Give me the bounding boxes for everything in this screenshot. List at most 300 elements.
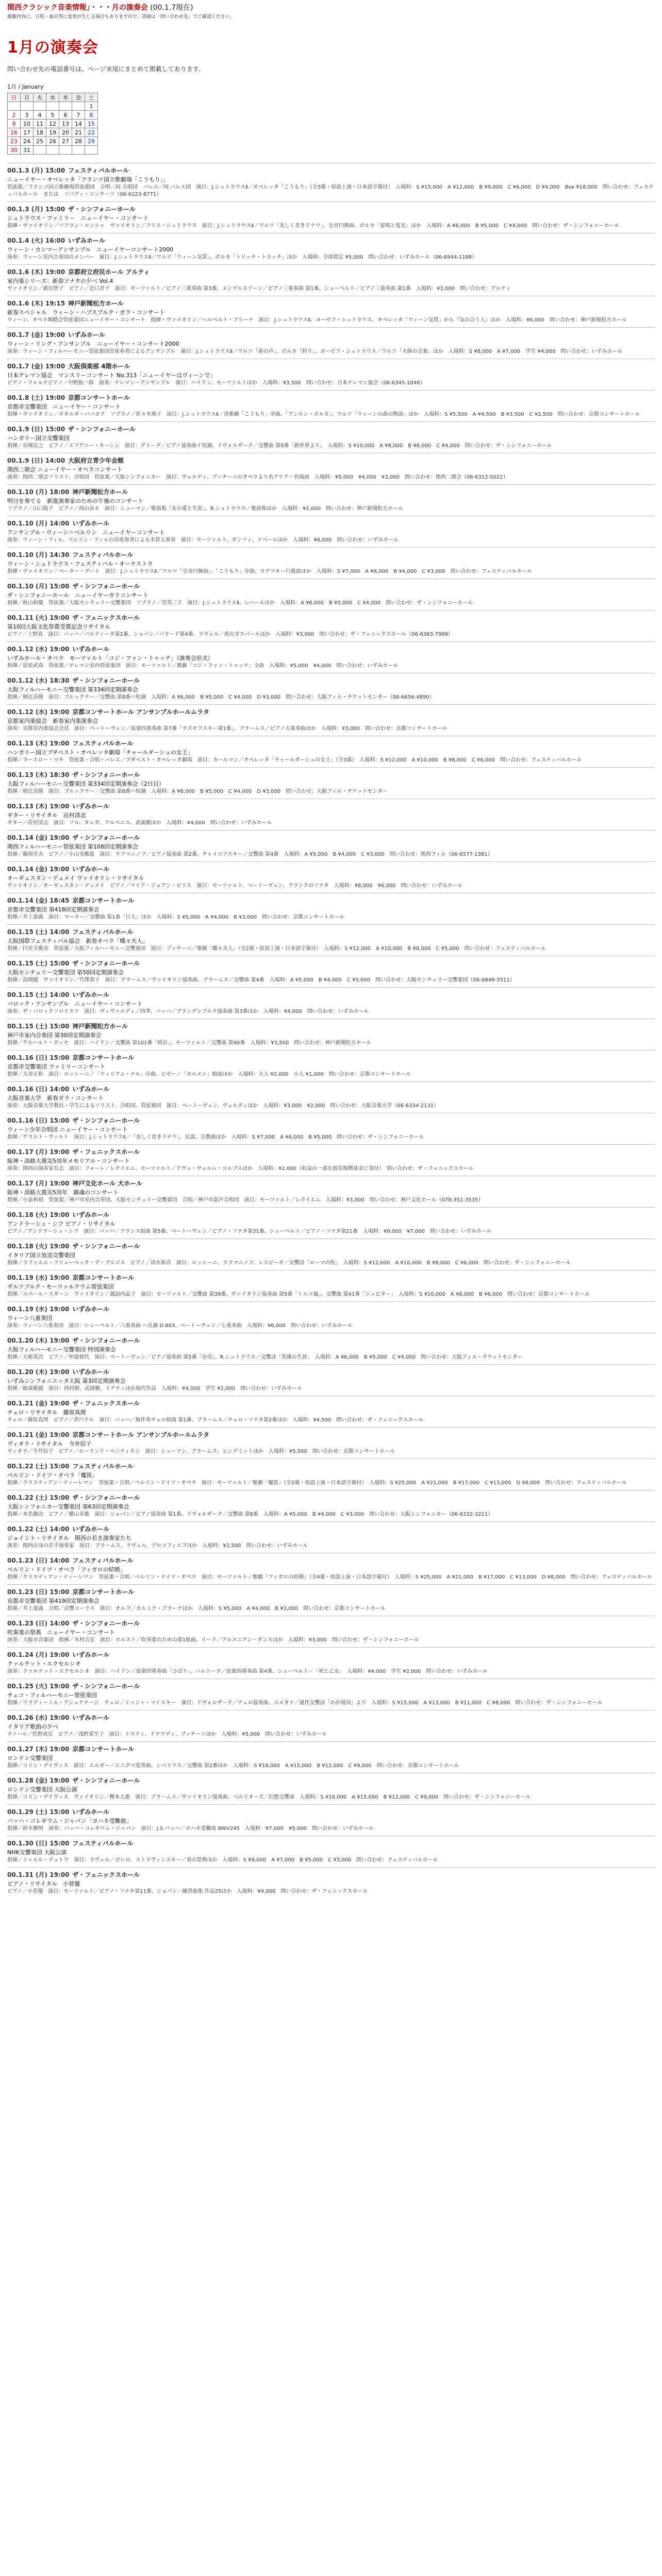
concert-header xyxy=(7,1053,655,1062)
concert-detail: チェロ／藤原真理 ピアノ／倉戸テル 演目：バッハ／無伴奏チェロ組曲 第1番、ブラームス／チェロ・ソナタ第2番ほか 入場料：¥4,500 問い合わせ：ザ・フェニックスホール xyxy=(7,1417,423,1423)
concert-detail: 指揮／コリン・デイヴィス 演目：エルガー／エニグマ変奏曲、シベリウス／交響曲 第2番ほか 入場料：S ¥18,000 A ¥15,000 B ¥12,000 C ¥9,000 問い合わせ：京都コンサートホール xyxy=(7,1763,459,1769)
concert-title: 大阪センチュリー交響楽団 第50回定期演奏会 xyxy=(7,969,124,976)
concert-title: バッハ・コレギウム・ジャパン「ヨハネ受難曲」 xyxy=(7,1818,132,1825)
concert-date: 00.1.10 (月) 18:00 xyxy=(7,488,70,496)
concert-entry xyxy=(7,1773,655,1801)
calendar-day xyxy=(85,146,98,155)
concert-header xyxy=(7,1242,655,1250)
concert-header xyxy=(7,1210,655,1219)
concert-venue: ザ・シンフォニーホール xyxy=(72,1620,140,1628)
concert-detail: ヴィオラ／今井信子 ピアノ／ローランド・ペンティネン 演目：シューマン、ブラームス、ヒンデミットほか 入場料：¥5,000 問い合わせ：京都コンサートホール xyxy=(7,1449,395,1455)
concert-date: 00.1.14 (金) 19:00 xyxy=(7,866,70,873)
concert-venue: フェスティバルホール xyxy=(72,1840,134,1848)
concert-entry xyxy=(7,1144,655,1173)
concert-detail: 管弦楽／フランツ国立歌劇場管弦楽団 合唱／同 合唱団 バレエ／同 バレエ団 演目：J.シュトラウスⅡ／オペレッタ「こうもり」（全3幕・原語上演・日本語字幕付） 入場料：S ¥15,000 A ¥12,000 B ¥9,000 C ¥6,000 D ¥4,000 Box ¥18,000 問い合わせ：フェスティバルホール または ソバディ・コンサーツ（06-6223-8771） xyxy=(7,184,654,198)
concert-venue: ザ・フェニックスホール xyxy=(72,1871,140,1879)
site-header xyxy=(7,3,655,20)
calendar-day[interactable]: 13 xyxy=(59,120,72,128)
concert-header xyxy=(7,519,655,528)
concert-entry xyxy=(7,861,655,890)
concert-venue: 京都コンサートホール xyxy=(72,1054,135,1062)
concert-title: 阪神・淡路大震災5周年メモリアル・コンサート xyxy=(7,1158,130,1165)
calendar-day[interactable]: 31 xyxy=(21,146,34,155)
concert-header xyxy=(7,1839,655,1848)
calendar-day xyxy=(21,102,34,111)
concert-venue: ザ・シンフォニーホール xyxy=(72,1337,140,1345)
concert-entry xyxy=(7,1459,655,1487)
concert-title: 大阪音楽大学 新春ガラ・コンサート xyxy=(7,1095,104,1102)
concert-venue: 京都コンサートホール xyxy=(72,897,135,905)
concert-detail: 指揮／コリン・デイヴィス ヴァイオリン／樫本大進 演目：ブラームス／ヴァイオリン協奏曲、ベルリオーズ／幻想交響曲 入場料：S ¥18,000 A ¥15,000 B ¥12,000 C ¥9,000 問い合わせ：ザ・シンフォニーホール xyxy=(7,1794,531,1801)
concert-entry xyxy=(7,1301,655,1330)
concert-entry xyxy=(7,1176,655,1204)
concert-date: 00.1.10 (月) 14:30 xyxy=(7,551,70,559)
concert-venue: いずみホール xyxy=(68,331,105,339)
concert-title: 京都市交響楽団 ニューイヤー・コンサート xyxy=(7,403,121,411)
concert-title: 第10回大阪文化祭賞受賞記念リサイタル xyxy=(7,623,111,631)
concert-title: 関西二期会 ニューイヤー・オペラコンサート xyxy=(7,466,123,473)
concert-entry xyxy=(7,1270,655,1298)
concert-detail: 演奏：ウィーン・フィル、ベルリン・フィルの首席奏者による木管五重奏 演目：モーツァルト、ダンツィ、イベールほか 入場料：¥6,000 問い合わせ：いずみホール xyxy=(7,537,399,544)
concert-date: 00.1.18 (火) 19:00 xyxy=(7,1243,70,1250)
concert-date: 00.1.16 (日) 14:00 xyxy=(7,1086,70,1093)
concert-header xyxy=(7,425,655,433)
concert-date: 00.1.27 (木) 19:00 xyxy=(7,1745,70,1753)
concert-detail: テノール／佐野成宏 ピアノ／浅野菜生子 演目：トスティ、ドナウディ、プッチーニほか 入場料：¥5,000 問い合わせ：いずみホール xyxy=(7,1732,327,1738)
concert-header xyxy=(7,707,655,716)
concert-title: ジョイント・リサイタル 関西の若き演奏家たち xyxy=(7,1535,131,1542)
concert-venue: フェスティバルホール xyxy=(72,928,134,936)
calendar-day[interactable]: 19 xyxy=(46,128,59,137)
concert-date: 00.1.19 (水) 19:00 xyxy=(7,1274,70,1282)
concert-detail: 指揮／ゲルハルト・ボッセ 演目：ハイドン／交響曲 第101番「時計」、モーツァルト／交響曲 第40番 入場料：¥3,500 問い合わせ：神戸新聞松方ホール xyxy=(7,1040,372,1046)
calendar-weekday: 木 xyxy=(59,93,72,102)
concert-detail: 指揮／ラースロー・マキ 管弦楽・合唱・バレエ／ブダペスト・オペレッタ劇場 演目：カールマン／オペレッタ「チャールダーシュの女王」（全3幕） 入場料：S ¥12,000 A ¥10,000 B ¥8,000 C ¥6,000 問い合わせ：フェスティバルホール xyxy=(7,757,582,764)
concert-venue: いずみホール xyxy=(72,1808,110,1816)
concert-detail: 演奏：関西二期会ソリスト、合唱団 管弦楽／大阪シンフォニカー 演目：ヴェルディ、プッチーニのオペラより名アリア・名場面 入場料：¥5,000 ¥4,000 ¥3,000 問い合わせ：関西二期会（06-6312-5022） xyxy=(7,474,508,481)
concert-venue: いずみホール xyxy=(72,646,110,653)
concert-venue: ザ・シンフォニーホール xyxy=(72,834,140,842)
concert-detail: ピアノ／アンドラーシュ・シフ 演目：バッハ／フランス組曲 第5番、ベートーヴェン／ピアノ・ソナタ第31番、シューベルト／ピアノ・ソナタ第21番 入場料：¥9,000 ¥7,000 問い合わせ：いずみホール xyxy=(7,1229,492,1235)
calendar-day[interactable]: 7 xyxy=(72,111,85,120)
concert-venue: いずみホール xyxy=(72,1526,110,1533)
calendar-body xyxy=(8,102,98,155)
concert-title: ウィーン・シュトラウス・フェスティバル・オーケストラ xyxy=(7,561,153,568)
update-date: (00.1.7現在) xyxy=(150,4,193,12)
concert-header xyxy=(7,833,655,842)
calendar-day[interactable]: 15 xyxy=(85,120,98,128)
concert-date: 00.1.17 (月) 19:00 xyxy=(7,1148,70,1156)
concert-entry xyxy=(7,516,655,544)
concert-detail: ピアノ・フォルテピアノ／中野振一郎 演奏：テレマン・アンサンブル 演目：ハイドン、モーツァルトほか 入場料：¥3,500 問い合わせ：日本テレマン協会（06-6345-1046） xyxy=(7,380,425,386)
concert-title: 吹奏楽の祭典 ニューイヤー・コンサート xyxy=(7,1629,115,1636)
concert-detail: 指揮／延原武春 管弦楽／テレマン室内管弦楽団 演目：モーツァルト／歌劇「コジ・ファン・トゥッテ」全曲 入場料：¥5,000 ¥4,000 問い合わせ：いずみホール xyxy=(7,663,399,669)
concert-detail: 演奏：クァルテット・エクセルシオ 演目：ハイドン／弦楽四重奏曲「ひばり」、バルトーク／弦楽四重奏曲 第4番、シューベルト／「死と乙女」 入場料：¥4,000 学生 ¥2,000 問い合わせ：いずみホール xyxy=(7,1669,488,1675)
concert-detail: 指揮／井上道義 合唱／京響コーラス 演目：オルフ／カルミナ・ブラーナほか 入場料：S ¥5,000 A ¥4,000 B ¥3,000 問い合わせ：京都コンサートホール xyxy=(7,1606,386,1612)
concert-detail: 指揮／飯森範親 演目：西村朗、武満徹、リゲティほか現代作品 入場料：¥4,000 学生 ¥2,000 問い合わせ：いずみホール xyxy=(7,1386,302,1392)
calendar-week xyxy=(8,111,98,120)
concert-date: 00.1.17 (月) 19:00 xyxy=(7,1180,70,1188)
calendar-label: 1月 / January xyxy=(7,83,44,91)
concert-detail: 指揮／クリスティアン・ティーレマン 管弦楽・合唱／ベルリン・ドイツ・オペラ 演目：モーツァルト／歌劇「魔笛」（全2幕・原語上演・日本語字幕付） 入場料：S ¥25,000 A ¥21,000 B ¥17,000 C ¥13,000 D ¥8,000 問い合わせ：フェスティバルホール xyxy=(7,1480,627,1486)
concert-date: 00.1.10 (月) 14:00 xyxy=(7,520,70,528)
concert-header xyxy=(7,1116,655,1125)
concert-date: 00.1.21 (金) 19:00 xyxy=(7,1400,70,1408)
concert-detail: ピアノ／上野真 演目：バッハ／パルティータ第2番、ショパン／バラード第4番、ラヴェル／夜のガスパールほか 入場料：¥3,000 問い合わせ：ザ・フェニックスホール（06-6363-7999） xyxy=(7,632,453,638)
concert-title: いずみシンフォニエッタ大阪 第3回定期演奏会 xyxy=(7,1378,126,1385)
calendar-day[interactable]: 10 xyxy=(21,120,34,128)
concert-header xyxy=(7,990,655,999)
concert-detail: 指揮／岩城宏之 ピアノ／エフゲニー・キーシン 演目：グリーグ／ピアノ協奏曲イ短調、ドヴォルザーク／交響曲 第9番「新世界より」 入場料：S ¥10,000 A ¥8,000 B ¥6,000 C ¥4,000 問い合わせ：ザ・シンフォニーホール xyxy=(7,443,552,449)
concert-header xyxy=(7,613,655,622)
concert-header xyxy=(7,1084,655,1093)
concert-entry xyxy=(7,1113,655,1141)
calendar-weekday: 土 xyxy=(85,93,98,102)
concert-title: 大阪国際フェスティバル協会 新春オペラ「蝶々夫人」 xyxy=(7,938,148,945)
concert-venue: いずみホール xyxy=(72,866,110,873)
concert-detail: 指揮／鈴木雅明 演奏：バッハ・コレギウム・ジャパン 演目：J.S.バッハ／ヨハネ受難曲 BWV245 入場料：¥7,000 ¥5,000 問い合わせ：いずみホール xyxy=(7,1826,374,1832)
concert-header xyxy=(7,802,655,810)
concert-title: ハンガリー国立ブダペスト・オペレッタ劇場「チャールダーシュの女王」 xyxy=(7,749,193,756)
concert-entry xyxy=(7,484,655,513)
concert-title: イタリア歌曲の夕べ xyxy=(7,1723,58,1731)
concert-entry xyxy=(7,987,655,1015)
concert-date: 00.1.7 (金) 19:00 xyxy=(7,363,65,370)
concert-date: 00.1.20 (木) 19:00 xyxy=(7,1337,70,1345)
concert-entry xyxy=(7,1081,655,1110)
concert-header xyxy=(7,1650,655,1659)
concert-venue: ザ・シンフォニーホール xyxy=(68,206,136,213)
concert-detail: ウィーン、オペラ舞踏会管弦楽団ニューイヤー・コンサート 指揮・ヴァイオリン／ヘルベルト・ブリーナ 演目：J.シュトラウスⅡ、ヨーゼフ・シュトラウス、オペレッタ「ウィーン気質」から『気の合う人』ほか 入場料：¥6,000 問い合わせ：神戸新聞松方ホール xyxy=(7,317,627,324)
concert-detail: 指揮／朝比奈隆 演目：ブルックナー／交響曲 第8番ハ短調 入場料：A ¥6,000 B ¥5,000 C ¥4,000 D ¥3,000 問い合わせ：大阪フィル・チケットセンター（06-6656-4890） xyxy=(7,694,435,701)
concert-entry xyxy=(7,1804,655,1833)
concert-detail: 指揮／ユベール・スダーン ヴァイオリン／諏訪内晶子 演目：モーツァルト／交響曲 第39番、ヴァイオリン協奏曲 第5番「トルコ風」、交響曲 第41番「ジュピター」 入場料：S ¥10,000 A ¥8,000 B ¥6,000 問い合わせ：京都コンサートホール xyxy=(7,1292,590,1298)
concert-venue: いずみホール xyxy=(68,237,105,245)
concert-date: 00.1.10 (月) 15:00 xyxy=(7,583,70,590)
calendar-day[interactable]: 18 xyxy=(34,128,46,137)
concert-header xyxy=(7,1399,655,1408)
calendar-day xyxy=(46,146,59,155)
concert-title: 大阪フィルハーモニー交響楽団 特別演奏会 xyxy=(7,1346,116,1353)
concert-detail: 指揮／井上道義 演目：マーラー／交響曲 第1番「巨人」ほか 入場料：S ¥5,000 A ¥4,000 B ¥3,000 問い合わせ：京都コンサートホール xyxy=(7,914,344,921)
calendar-day[interactable]: 27 xyxy=(59,137,72,146)
calendar-day[interactable]: 14 xyxy=(72,120,85,128)
concert-venue: いずみホール xyxy=(72,1086,110,1093)
concert-detail: 演奏：関西の演奏家有志 演目：フォーレ／レクイエム、モーツァルト／アヴェ・ヴェルム・コルプスほか 入場料：¥2,000（収益の一部を震災復興基金に寄付） 問い合わせ：ザ・フェニックスホール xyxy=(7,1166,474,1172)
concert-date: 00.1.14 (金) 18:45 xyxy=(7,897,70,905)
concert-detail: 演奏：ウィーン・フィルハーモニー管弦楽団首席奏者によるアンサンブル 演目：J.シュトラウスⅡ／ワルツ「春の声」、ポルカ「狩り」、ヨーゼフ・シュトラウス／ワルツ「天体の音楽」ほか 入場料：S ¥8,000 A ¥7,000 学生 ¥4,000 問い合わせ：いずみホール xyxy=(7,349,623,355)
concert-entry xyxy=(7,1584,655,1613)
concert-entry xyxy=(7,233,655,261)
concert-date: 00.1.21 (金) 19:00 xyxy=(7,1431,70,1439)
concert-header xyxy=(7,676,655,685)
concert-detail: 指揮／シャルル・デュトワ 演目：ラヴェル／ボレロ、ストラヴィンスキー／春の祭典ほか 入場料：S ¥9,000 A ¥7,000 B ¥5,000 C ¥3,000 問い合わせ：フェスティバルホール xyxy=(7,1857,438,1863)
concert-header xyxy=(7,1367,655,1376)
concert-detail: 演奏：大阪音楽大学教員・学生によるソリスト、合唱団、管弦楽団 演目：ベートーヴェン、ヴェルディほか 入場料：¥3,000 ¥2,000 問い合わせ：大阪音楽大学（06-6334-2131） xyxy=(7,1103,439,1109)
concert-detail: 指揮／朝比奈隆 演目：ブルックナー／交響曲 第8番ハ短調 入場料：A ¥6,000 B ¥5,000 C ¥4,000 D ¥3,000 問い合わせ：大阪フィル・チケットセンター xyxy=(7,789,388,795)
concert-header xyxy=(7,645,655,653)
concert-venue: 京都コンサートホール アンサンブルホールムラタ xyxy=(72,708,209,716)
concert-entry xyxy=(7,296,655,324)
concert-title: ロンドン交響楽団 大阪公演 xyxy=(7,1786,77,1793)
concert-date: 00.1.22 (土) 14:00 xyxy=(7,1526,70,1533)
concert-entry xyxy=(7,163,655,198)
concert-entry xyxy=(7,547,655,575)
concert-venue: 京都府立府民ホール アルティ xyxy=(68,268,150,276)
calendar-day[interactable]: 8 xyxy=(85,111,98,120)
concert-date: 00.1.18 (火) 19:00 xyxy=(7,1211,70,1219)
concert-title: 新春スペシャル ウィーン・ハプスブルク・ガラ・コンサート xyxy=(7,309,165,316)
concert-detail: 指揮／高関健 ヴァイオリン／竹澤恭子 演目：ブラームス／ヴァイオリン協奏曲、ブラームス／交響曲 第4番 入場料：A ¥5,000 B ¥4,000 C ¥3,000 問い合わせ：大阪センチュリー交響楽団（06-6848-3311） xyxy=(7,977,515,984)
calendar-weekday: 水 xyxy=(46,93,59,102)
concert-title: アンサンブル・ウィーン＝ベルリン ニューイヤーコンサート xyxy=(7,529,165,536)
concert-header xyxy=(7,393,655,402)
concert-header xyxy=(7,865,655,873)
concert-detail: 演奏：大阪市音楽団 指揮／木村吉宏 演目：ホルスト／吹奏楽のための第1組曲、リード／アルメニアン・ダンスほか 入場料：¥3,000 問い合わせ：ザ・シンフォニーホール xyxy=(7,1637,419,1643)
concert-header xyxy=(7,770,655,779)
concert-venue: いずみホール xyxy=(72,1306,110,1313)
concert-header xyxy=(7,1336,655,1345)
calendar-day[interactable]: 30 xyxy=(8,146,21,155)
concert-venue: いずみホール xyxy=(72,1211,110,1219)
calendar-day xyxy=(59,102,72,111)
concert-header xyxy=(7,456,655,465)
concert-header xyxy=(7,1147,655,1156)
concert-entry xyxy=(7,1679,655,1707)
concert-title: 神戸市室内合奏団 第30回定期演奏会 xyxy=(7,1032,102,1039)
concert-venue: 京都コンサートホール xyxy=(68,394,130,402)
concert-title: バロック・アンサンブル ニューイヤー・コンサート xyxy=(7,1001,143,1008)
concert-header xyxy=(7,166,655,175)
concert-venue: ザ・シンフォニーホール xyxy=(72,677,140,685)
concert-detail: 指揮／ウラディーミル・アシュケナージ チェロ／ミッシャ・マイスキー 演目：ドヴォルザーク／チェロ協奏曲、スメタナ／連作交響詩「わが祖国」より 入場料：S ¥15,000 A ¥13,000 B ¥11,000 C ¥8,000 問い合わせ：ザ・シンフォニーホール xyxy=(7,1700,603,1706)
concert-entry xyxy=(7,924,655,953)
concert-date: 00.1.31 (月) 19:00 xyxy=(7,1871,70,1879)
concert-venue: フェスティバルホール xyxy=(68,167,129,175)
concert-date: 00.1.25 (火) 19:00 xyxy=(7,1683,70,1690)
concert-venue: ザ・シンフォニーホール xyxy=(72,771,140,779)
calendar-day[interactable]: 4 xyxy=(34,111,46,120)
concert-date: 00.1.19 (水) 19:00 xyxy=(7,1306,70,1313)
concert-date: 00.1.30 (日) 15:00 xyxy=(7,1840,70,1848)
concert-title: クァルテット・エクセルシオ xyxy=(7,1660,81,1668)
concert-entry xyxy=(7,1490,655,1518)
concert-entry xyxy=(7,767,655,795)
concert-venue: ザ・フェニックスホール xyxy=(72,1148,140,1156)
concert-detail: 指揮／ラファエル・フリューベック・デ・ブルゴス ピアノ／清水和音 演目：ロッシーニ、ラフマニノフ、レスピーギ／交響詩「ローマの松」 入場料：S ¥12,000 A ¥10,000 B ¥8,000 C ¥6,000 問い合わせ：ザ・シンフォニーホール xyxy=(7,1260,571,1266)
concert-title: オーギュスタン・デュメイ ヴァイオリン・リサイタル xyxy=(7,875,144,882)
concert-date: 00.1.6 (木) 19:15 xyxy=(7,300,65,308)
concert-date: 00.1.8 (土) 19:00 xyxy=(7,394,65,402)
calendar-weekday: 火 xyxy=(34,93,46,102)
concert-header xyxy=(7,1713,655,1722)
calendar-day[interactable]: 28 xyxy=(72,137,85,146)
concert-entry xyxy=(7,736,655,764)
concert-title: ベルリン・ドイツ・オペラ「魔笛」 xyxy=(7,1472,98,1479)
calendar-day[interactable]: 29 xyxy=(85,137,98,146)
concert-header xyxy=(7,330,655,339)
concert-venue: ザ・シンフォニーホール xyxy=(72,960,140,968)
concert-title: 関西フィルハーモニー管弦楽団 第108回定期演奏会 xyxy=(7,843,138,851)
concert-title: チェコ・フィルハーモニー管弦楽団 xyxy=(7,1692,97,1699)
concert-date: 00.1.13 (木) 19:00 xyxy=(7,740,70,748)
calendar-day[interactable]: 26 xyxy=(46,137,59,146)
concert-detail: 演奏：ウィーン室内合奏団のメンバー 演目：J.シュトラウスⅡ／ワルツ「ウィーン気質」、ポルカ「トリッチ・トラッチ」ほか 入場料：全席指定 ¥5,000 問い合わせ：いずみホール（06-6944-1188） xyxy=(7,255,477,261)
concert-header xyxy=(7,1462,655,1470)
page-title: 1月の演奏会 xyxy=(7,39,98,57)
concert-date: 00.1.3 (月) 15:00 xyxy=(7,167,65,175)
concert-date: 00.1.4 (火) 16:00 xyxy=(7,237,65,245)
concert-date: 00.1.13 (木) 18:30 xyxy=(7,771,70,779)
calendar-day[interactable]: 21 xyxy=(72,128,85,137)
concert-date: 00.1.26 (水) 19:00 xyxy=(7,1714,70,1722)
concert-header xyxy=(7,1022,655,1030)
concert-header xyxy=(7,1619,655,1628)
concert-date: 00.1.7 (金) 19:00 xyxy=(7,331,65,339)
concert-detail: ヴァイオリン／新田智子 ピアノ／北口君子 演目：モーツァルト／ピアノ三重奏曲 第3番、メンデルスゾーン／ピアノ三重奏曲 第1番、シューベルト／ピアノ三重奏曲 第1番 入場料：¥3,000 問い合わせ：アルティ xyxy=(7,286,511,292)
concert-date: 00.1.29 (土) 15:00 xyxy=(7,1808,70,1816)
concert-title: 京都市交響楽団 第419回定期演奏会 xyxy=(7,1598,100,1605)
calendar-day[interactable]: 16 xyxy=(8,128,21,137)
concert-detail: ギター／荘村清志 演目：ソル、タレガ、アルベニス、武満徹ほか 入場料：¥4,000 問い合わせ：いずみホール xyxy=(7,820,272,826)
concert-header xyxy=(7,362,655,370)
concert-title: いずみホール・オペラ モーツァルト「コジ・ファン・トゥッテ」（演奏会形式） xyxy=(7,655,213,662)
concert-entry xyxy=(7,610,655,638)
concert-title: ギター・リサイタル 荘村清志 xyxy=(7,812,86,819)
concert-header xyxy=(7,927,655,936)
calendar-day[interactable]: 20 xyxy=(59,128,72,137)
concert-venue: いずみホール xyxy=(72,520,110,528)
concert-date: 00.1.23 (日) 14:00 xyxy=(7,1557,70,1565)
calendar-day[interactable]: 24 xyxy=(21,137,34,146)
calendar-day[interactable]: 23 xyxy=(8,137,21,146)
calendar-day[interactable]: 11 xyxy=(34,120,46,128)
concert-title: 京都市交響楽団 ファミリーコンサート xyxy=(7,1063,106,1071)
concert-detail: 指揮／大植英次 ピアノ／仲道郁代 演目：ベートーヴェン／ピアノ協奏曲 第5番「皇帝」、R.シュトラウス／交響詩「英雄の生涯」 入場料：A ¥6,000 B ¥5,000 C ¥4,000 問い合わせ：大阪フィル・チケットセンター xyxy=(7,1354,523,1361)
concert-date: 00.1.9 (日) 14:00 xyxy=(7,457,65,465)
concert-entry xyxy=(7,830,655,858)
concert-entry xyxy=(7,1427,655,1455)
concert-entry xyxy=(7,327,655,355)
concert-entry xyxy=(7,264,655,293)
concert-venue: いずみホール xyxy=(72,803,110,810)
concert-date: 00.1.23 (日) 14:00 xyxy=(7,1620,70,1628)
concert-entry xyxy=(7,453,655,481)
concert-title: ウィーン・カンマーアンサンブル ニューイヤーコンサート2000 xyxy=(7,246,174,253)
concert-date: 00.1.12 (水) 18:30 xyxy=(7,677,70,685)
concert-title: ザ・シンフォニーホール ニューイヤーガラコンサート xyxy=(7,592,148,599)
concert-venue: 大阪倶楽部 4階ホール xyxy=(68,363,130,370)
site-subtitle: 掲載内容に、日程・曲目等に変更が生じる場合もありますので、詳細は「問い合わせ先」でご確認ください。 xyxy=(7,14,235,20)
calendar-day[interactable]: 25 xyxy=(34,137,46,146)
concert-header xyxy=(7,1807,655,1816)
calendar-day[interactable]: 3 xyxy=(21,111,34,120)
concert-venue: ザ・フェニックスホール xyxy=(72,1400,140,1408)
concert-title: ザルツブルク・モーツァルテウム管弦楽団 xyxy=(7,1283,114,1291)
concert-entry xyxy=(7,1364,655,1393)
concert-list xyxy=(7,163,655,1895)
concert-title: ヴィオラ・リサイタル 今井信子 xyxy=(7,1440,92,1448)
concert-detail: 指揮／クリスティアン・ティーレマン 管弦楽・合唱／ベルリン・ドイツ・オペラ 演目：モーツァルト／歌劇「フィガロの結婚」（全4幕・原語上演・日本語字幕付） 入場料：S ¥25,000 A ¥21,000 B ¥17,000 C ¥13,000 D ¥8,000 問い合わせ：フェスティバルホール xyxy=(7,1574,652,1581)
concert-detail: 指揮・ヴァイオリン／ソフラン・ロンシャ ヴァイオリン／フリス・シュトラウス 演目：J.シュトラウスⅡ／ワルツ「美しく青きドナウ」、皇帝円舞曲、ポルカ「雷鳴と電光」ほか 入場料：A ¥6,000 B ¥5,000 C ¥4,000 問い合わせ：ザ・シンフォニーホール xyxy=(7,223,620,229)
concert-date: 00.1.11 (火) 19:00 xyxy=(7,614,70,622)
calendar-day[interactable]: 12 xyxy=(46,120,59,128)
calendar xyxy=(7,93,98,155)
concert-venue: ザ・シンフォニーホール xyxy=(68,426,136,433)
concert-header xyxy=(7,1776,655,1785)
concert-header xyxy=(7,1430,655,1439)
calendar-weekday: 金 xyxy=(72,93,85,102)
concert-entry xyxy=(7,1207,655,1235)
concert-title: アンドラーシュ・シフ ピアノ・リサイタル xyxy=(7,1221,115,1228)
concert-header xyxy=(7,739,655,748)
concert-title: チェロ・リサイタル 藤原真理 xyxy=(7,1409,86,1416)
concert-header xyxy=(7,1179,655,1188)
intro-text: 問い合わせ先の電話番号は、ページ末尾にまとめて掲載してあります。 xyxy=(7,65,205,73)
concert-header xyxy=(7,205,655,213)
concert-detail: ヴァイオリン／オーギュスタン・デュメイ ピアノ／マリア・ジョアン・ピリス 演目：モーツァルト、ベートーヴェン、フランクのソナタ 入場料：¥8,000 ¥6,000 問い合わせ：いずみホール xyxy=(7,883,463,889)
calendar-day[interactable]: 17 xyxy=(21,128,34,137)
concert-date: 00.1.15 (土) 15:00 xyxy=(7,1023,70,1030)
concert-venue: いずみホール xyxy=(72,991,110,999)
concert-header xyxy=(7,1273,655,1282)
concert-detail: 指揮／小泉和裕 管弦楽／神戸市室内合奏団、大阪センチュリー交響楽団 合唱／神戸市混声合唱団 演目：モーツァルト／レクイエム 入場料：¥3,000 問い合わせ：神戸文化ホール（078-351-3535） xyxy=(7,1197,484,1204)
calendar-week xyxy=(8,137,98,146)
concert-venue: フェスティバルホール xyxy=(72,551,134,559)
concert-venue: ザ・シンフォニーホール xyxy=(72,1494,140,1502)
concert-entry xyxy=(7,704,655,733)
calendar-day[interactable]: 6 xyxy=(59,111,72,120)
concert-entry xyxy=(7,1050,655,1078)
calendar-week xyxy=(8,102,98,111)
calendar-weekday: 月 xyxy=(21,93,34,102)
concert-header xyxy=(7,1524,655,1533)
concert-title: ハンガリー国立交響楽団 xyxy=(7,435,70,442)
calendar-day[interactable]: 5 xyxy=(46,111,59,120)
concert-detail: 指揮／ゲラルト・ヴィルト 演目：J.シュトラウスⅡ／「美しく青きドナウ」、民謡、宗教曲ほか 入場料：S ¥7,000 A ¥6,000 B ¥5,000 問い合わせ：ザ・シンフォニーホール xyxy=(7,1134,424,1141)
concert-date: 00.1.13 (木) 19:00 xyxy=(7,803,70,810)
concert-title: 大阪フィルハーモニー交響楽団 第334回定期演奏会（2日目） xyxy=(7,781,164,788)
concert-venue: 京都コンサートホール xyxy=(72,1274,135,1282)
concert-header xyxy=(7,582,655,590)
concert-detail: 指揮・ヴァイオリン／ペーター・グート 演目：J.シュトラウスⅡ／ワルツ「皇帝円舞曲」、「こうもり」序曲、ラデツキー行進曲ほか 入場料：S ¥7,000 A ¥6,000 B ¥4,000 C ¥3,000 問い合わせ：フェスティバルホール xyxy=(7,569,532,575)
calendar-week xyxy=(8,146,98,155)
calendar-day[interactable]: 1 xyxy=(85,102,98,111)
calendar-day[interactable]: 9 xyxy=(8,120,21,128)
concert-date: 00.1.9 (日) 15:00 xyxy=(7,426,65,433)
calendar-day[interactable]: 2 xyxy=(8,111,21,120)
concert-date: 00.1.20 (木) 19:00 xyxy=(7,1368,70,1376)
concert-title: 阪神・淡路大震災5周年 鎮魂のコンサート xyxy=(7,1189,119,1196)
concert-entry xyxy=(7,799,655,827)
concert-venue: いずみホール xyxy=(72,1651,110,1659)
concert-venue: ザ・フェニックスホール xyxy=(72,614,140,622)
concert-venue: ザ・シンフォニーホール xyxy=(72,1243,140,1250)
concert-date: 00.1.22 (土) 15:00 xyxy=(7,1494,70,1502)
concert-entry xyxy=(7,893,655,921)
concert-header xyxy=(7,236,655,245)
concert-entry xyxy=(7,1616,655,1644)
calendar-week xyxy=(8,120,98,128)
calendar-day[interactable]: 22 xyxy=(85,128,98,137)
concert-detail: 指揮／本名徹次 ピアノ／横山幸雄 演目：ショパン／ピアノ協奏曲 第1番、ドヴォルザーク／交響曲 第8番 入場料：A ¥5,000 B ¥4,000 C ¥3,000 問い合わせ：大阪シンフォニカー（06-6332-3211） xyxy=(7,1512,493,1518)
concert-detail: ピアノ／小菅優 演目：モーツァルト／ピアノ・ソナタ第11番、ショパン／練習曲集 作品25ほか 入場料：¥4,000 問い合わせ：ザ・フェニックスホール xyxy=(7,1889,368,1895)
concert-entry xyxy=(7,579,655,607)
concert-title: 室内楽シリーズ：新春ソナタの夕べ Vol.4 xyxy=(7,278,113,285)
concert-header xyxy=(7,959,655,968)
concert-entry xyxy=(7,1019,655,1047)
concert-title: 大阪シンフォニカー交響楽団 第63回定期演奏会 xyxy=(7,1503,129,1511)
